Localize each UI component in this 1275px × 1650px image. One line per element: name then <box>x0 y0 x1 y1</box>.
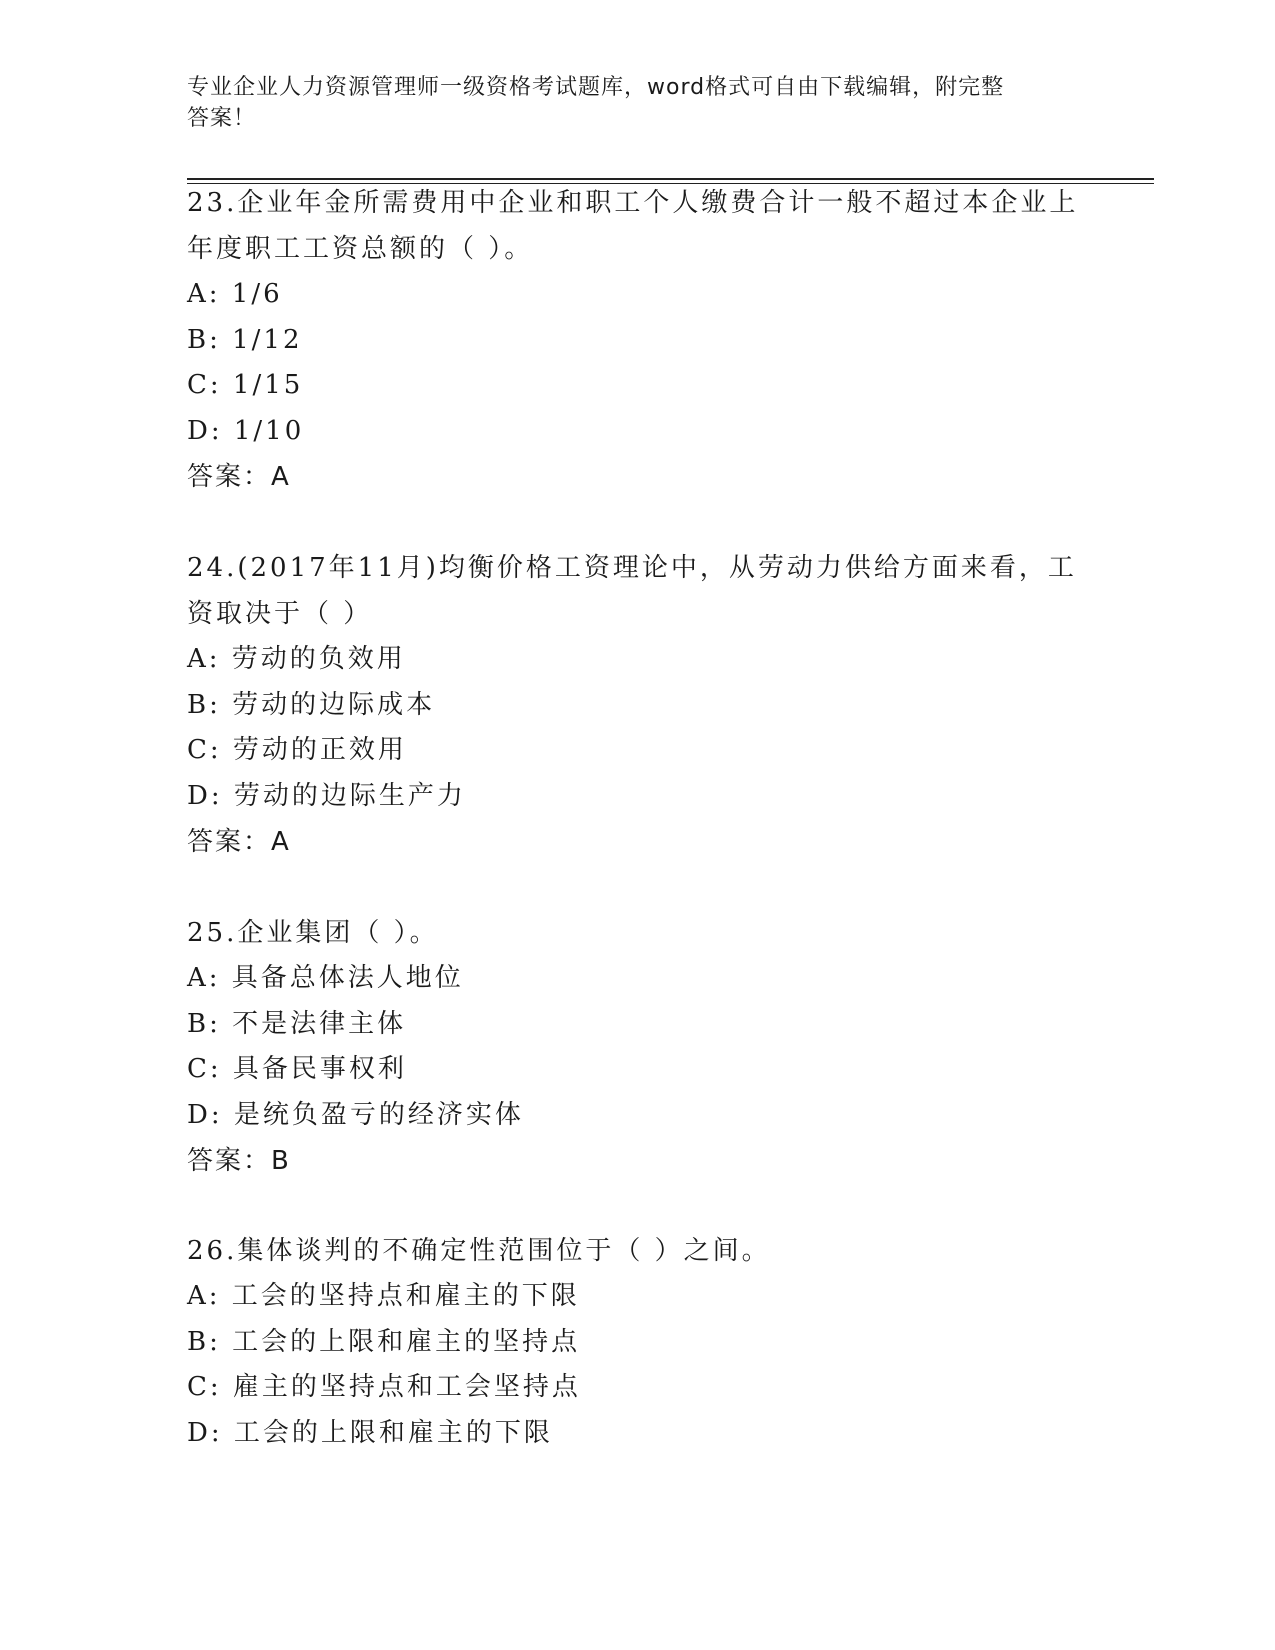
question-25 <box>187 910 1087 1184</box>
option-d: D: 1/10 <box>187 415 305 446</box>
option-a: A: 具备总体法人地位 <box>187 963 464 993</box>
question-26 <box>187 1228 1087 1456</box>
header-line-2: 答案！ <box>187 106 257 131</box>
option-a: A: 1/6 <box>187 279 283 309</box>
option-a: A: 工会的坚持点和雇主的下限 <box>187 1281 580 1311</box>
option-c: C: 雇主的坚持点和工会坚持点 <box>187 1372 581 1402</box>
option-d: D: 工会的上限和雇主的下限 <box>187 1417 553 1448</box>
question-24 <box>187 545 1087 865</box>
header-line-1: 专业企业人力资源管理师一级资格考试题库，word格式可自由下载编辑，附完整 <box>187 75 1005 100</box>
option-d: D: 劳动的边际生产力 <box>187 780 466 811</box>
option-b: B: 劳动的边际成本 <box>187 689 436 720</box>
answer: 答案：B <box>187 1146 291 1176</box>
document-header <box>187 72 1067 134</box>
option-b: B: 1/12 <box>187 324 303 355</box>
question-stem-line: 资取决于（ ） <box>187 599 373 629</box>
answer: 答案：A <box>187 827 291 857</box>
option-a: A: 劳动的负效用 <box>187 644 406 674</box>
option-d: D: 是统负盈亏的经济实体 <box>187 1099 524 1130</box>
question-stem-line: 25.企业集团（ ）。 <box>187 918 439 948</box>
option-b: B: 工会的上限和雇主的坚持点 <box>187 1326 581 1357</box>
question-stem-line: 24.(2017年11月)均衡价格工资理论中，从劳动力供给方面来看，工 <box>187 553 1077 583</box>
question-23 <box>187 180 1087 500</box>
answer: 答案：A <box>187 462 291 492</box>
question-stem-line: 26.集体谈判的不确定性范围位于（ ）之间。 <box>187 1236 771 1266</box>
option-c: C: 1/15 <box>187 370 304 400</box>
option-c: C: 劳动的正效用 <box>187 735 407 765</box>
option-b: B: 不是法律主体 <box>187 1008 407 1039</box>
question-stem-line: 年度职工工资总额的（ ）。 <box>187 234 534 264</box>
option-c: C: 具备民事权利 <box>187 1054 407 1084</box>
question-stem-line: 23.企业年金所需费用中企业和职工个人缴费合计一般不超过本企业上 <box>187 188 1079 218</box>
